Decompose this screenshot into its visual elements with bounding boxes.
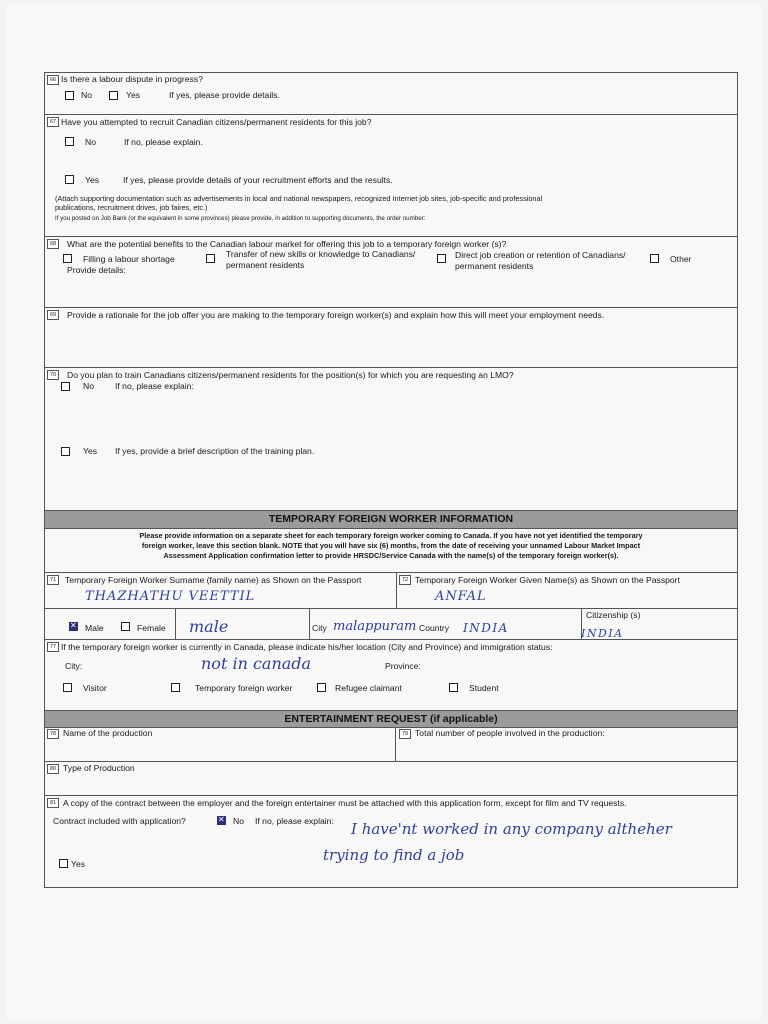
q67-section bbox=[45, 115, 737, 237]
q68-question: What are the potential benefits to the Canadian labour market for offering this job to a temporary foreign worker (s)? bbox=[67, 239, 507, 249]
q81-explanation-line-1[interactable]: I have'nt worked in any company altheher bbox=[351, 820, 672, 838]
q81-number: 81 bbox=[47, 798, 59, 808]
q70-no-label: No bbox=[83, 381, 94, 391]
q81-section bbox=[45, 796, 737, 886]
q68-opt1-label: Filling a labour shortage bbox=[83, 254, 175, 264]
tfw-status-checkbox[interactable] bbox=[171, 683, 180, 692]
name-row bbox=[45, 573, 737, 609]
student-checkbox[interactable] bbox=[449, 683, 458, 692]
q81-explanation-line-2[interactable]: trying to find a job bbox=[323, 846, 465, 864]
birth-city-value[interactable]: malappuram bbox=[333, 619, 417, 634]
city-divider bbox=[309, 609, 310, 639]
q68-opt3-label-2: permanent residents bbox=[455, 261, 534, 271]
birth-country-label: Country bbox=[419, 623, 450, 633]
q66-no-label: No bbox=[81, 90, 92, 100]
refugee-label: Refugee claimant bbox=[335, 683, 402, 693]
q70-yes-label: Yes bbox=[83, 446, 98, 456]
visitor-label: Visitor bbox=[83, 683, 107, 693]
q81-note: A copy of the contract between the employer and the foreign entertainer must be attached with this application form, except for film and TV requests. bbox=[63, 798, 627, 808]
q68-opt4-checkbox[interactable] bbox=[650, 254, 659, 263]
q68-opt2-label-2: permanent residents bbox=[226, 260, 305, 270]
q70-number: 70 bbox=[47, 370, 59, 380]
q70-question: Do you plan to train Canadians citizens/permanent residents for the position(s) for which you are requesting an LMO? bbox=[67, 370, 514, 380]
q68-opt1-details: Provide details: bbox=[67, 265, 126, 275]
q77-city-value[interactable]: not in canada bbox=[201, 654, 312, 673]
q81-yes-checkbox[interactable] bbox=[59, 859, 68, 868]
q77-city-label: City: bbox=[65, 661, 83, 671]
q68-section bbox=[45, 237, 737, 308]
q81-contract-question: Contract included with application? bbox=[53, 816, 186, 826]
q69-section bbox=[45, 308, 737, 368]
q80-label: Type of Production bbox=[63, 763, 135, 773]
q77-section bbox=[45, 640, 737, 708]
q77-province-label: Province: bbox=[385, 661, 421, 671]
q81-yes-label: Yes bbox=[71, 859, 86, 869]
citizenship-label: Citizenship (s) bbox=[586, 610, 641, 620]
q71-number: 71 bbox=[47, 575, 59, 585]
gender-birth-row bbox=[45, 609, 737, 640]
q67-yes-label: Yes bbox=[85, 175, 100, 185]
male-label: Male bbox=[85, 623, 104, 633]
q70-yes-checkbox[interactable] bbox=[61, 447, 70, 456]
q72-label: Temporary Foreign Worker Given Name(s) as Shown on the Passport bbox=[415, 575, 680, 585]
q68-opt2-label: Transfer of new skills or knowledge to Canadians/ bbox=[226, 249, 416, 259]
citizenship-value[interactable]: INDIA bbox=[581, 627, 624, 640]
q68-opt4-label: Other bbox=[670, 254, 692, 264]
q70-if-no-text: If no, please explain: bbox=[115, 381, 194, 391]
q81-no-checkbox[interactable] bbox=[217, 816, 226, 825]
application-form bbox=[44, 72, 738, 888]
female-checkbox[interactable] bbox=[121, 622, 130, 631]
visitor-checkbox[interactable] bbox=[63, 683, 72, 692]
gender-divider bbox=[175, 609, 176, 639]
q80-number: 80 bbox=[47, 764, 59, 774]
q70-no-checkbox[interactable] bbox=[61, 382, 70, 391]
q81-no-label: No bbox=[233, 816, 244, 826]
q81-if-no-text: If no, please explain: bbox=[255, 816, 334, 826]
birth-country-value[interactable]: INDIA bbox=[463, 621, 509, 635]
q77-question: If the temporary foreign worker is currently in Canada, please indicate his/her location (City and Province) and immigration status: bbox=[61, 642, 553, 652]
q70-if-yes-text: If yes, provide a brief description of the training plan. bbox=[115, 446, 315, 456]
q68-number: 68 bbox=[47, 239, 59, 249]
male-checkbox[interactable] bbox=[69, 622, 78, 631]
q77-number: 77 bbox=[47, 642, 59, 652]
q67-number: 67 bbox=[47, 117, 59, 127]
q66-details-text: If yes, please provide details. bbox=[169, 90, 280, 100]
q68-opt2-checkbox[interactable] bbox=[206, 254, 215, 263]
female-label: Female bbox=[137, 623, 166, 633]
q69-question: Provide a rationale for the job offer you are making to the temporary foreign worker(s) and explain how this will meet your employment needs. bbox=[67, 310, 605, 320]
q66-section bbox=[45, 73, 737, 115]
q67-jobbank-note: If you posted on Job Bank (or the equivalent in some provinces) please provide, in addition to supporting documents, the order number: bbox=[55, 215, 426, 222]
q68-opt3-label: Direct job creation or retention of Canadians/ bbox=[455, 250, 626, 260]
q66-number: 66 bbox=[47, 75, 59, 85]
production-row bbox=[45, 727, 737, 762]
q69-number: 69 bbox=[47, 310, 59, 320]
q79-number: 79 bbox=[399, 729, 411, 739]
production-divider bbox=[395, 727, 396, 761]
sex-handwritten-value[interactable]: male bbox=[189, 617, 229, 636]
q68-opt1-checkbox[interactable] bbox=[63, 254, 72, 263]
q80-section bbox=[45, 762, 737, 796]
q71-surname-value[interactable]: THAZHATHU VEETTIL bbox=[85, 589, 256, 604]
q67-if-yes-text: If yes, please provide details of your recruitment efforts and the results. bbox=[123, 175, 393, 185]
refugee-checkbox[interactable] bbox=[317, 683, 326, 692]
q66-yes-checkbox[interactable] bbox=[109, 91, 118, 100]
q79-label: Total number of people involved in the production: bbox=[415, 728, 605, 738]
q67-question: Have you attempted to recruit Canadian citizens/permanent residents for this job? bbox=[61, 117, 372, 127]
tfw-section-header: TEMPORARY FOREIGN WORKER INFORMATION bbox=[45, 510, 737, 529]
name-row-divider bbox=[396, 573, 397, 608]
q78-label: Name of the production bbox=[63, 728, 153, 738]
q67-attach-note: (Attach supporting documentation such as advertisements in local and national newspapers, recognized Internet job sites, job-specific and professional bbox=[55, 194, 543, 203]
q67-no-checkbox[interactable] bbox=[65, 137, 74, 146]
q66-yes-label: Yes bbox=[126, 90, 141, 100]
q67-no-label: No bbox=[85, 137, 96, 147]
q67-attach-note-2: publications, recruitment drives, job faires, etc.) bbox=[55, 203, 208, 212]
q72-given-name-value[interactable]: ANFAL bbox=[435, 589, 487, 604]
birth-city-label: City bbox=[312, 623, 327, 633]
q67-if-no-text: If no, please explain. bbox=[124, 137, 203, 147]
entertainment-section-header: ENTERTAINMENT REQUEST (if applicable) bbox=[45, 710, 737, 728]
q78-number: 78 bbox=[47, 729, 59, 739]
q71-label: Temporary Foreign Worker Surname (family name) as Shown on the Passport bbox=[65, 575, 362, 585]
q66-no-checkbox[interactable] bbox=[65, 91, 74, 100]
tfw-status-label: Temporary foreign worker bbox=[195, 683, 293, 693]
tfw-intro-line-1: Please provide information on a separate sheet for each temporary foreign worker coming to Canada. If you have not yet identified the temporary bbox=[139, 531, 643, 540]
q72-number: 72 bbox=[399, 575, 411, 585]
tfw-intro-line-2: foreign worker, leave this section blank. NOTE that you will have six (6) months, from the date of receiving your unnamed Labour Market Impact bbox=[141, 541, 641, 550]
q66-question: Is there a labour dispute in progress? bbox=[61, 74, 203, 84]
tfw-intro bbox=[45, 528, 737, 573]
student-label: Student bbox=[469, 683, 499, 693]
q68-opt3-checkbox[interactable] bbox=[437, 254, 446, 263]
q70-section bbox=[45, 368, 737, 510]
q67-yes-checkbox[interactable] bbox=[65, 175, 74, 184]
tfw-intro-line-3: Assessment Application confirmation letter to provide HRSDC/Service Canada with the name(s) of the temporary foreign worker(s). bbox=[163, 551, 619, 560]
